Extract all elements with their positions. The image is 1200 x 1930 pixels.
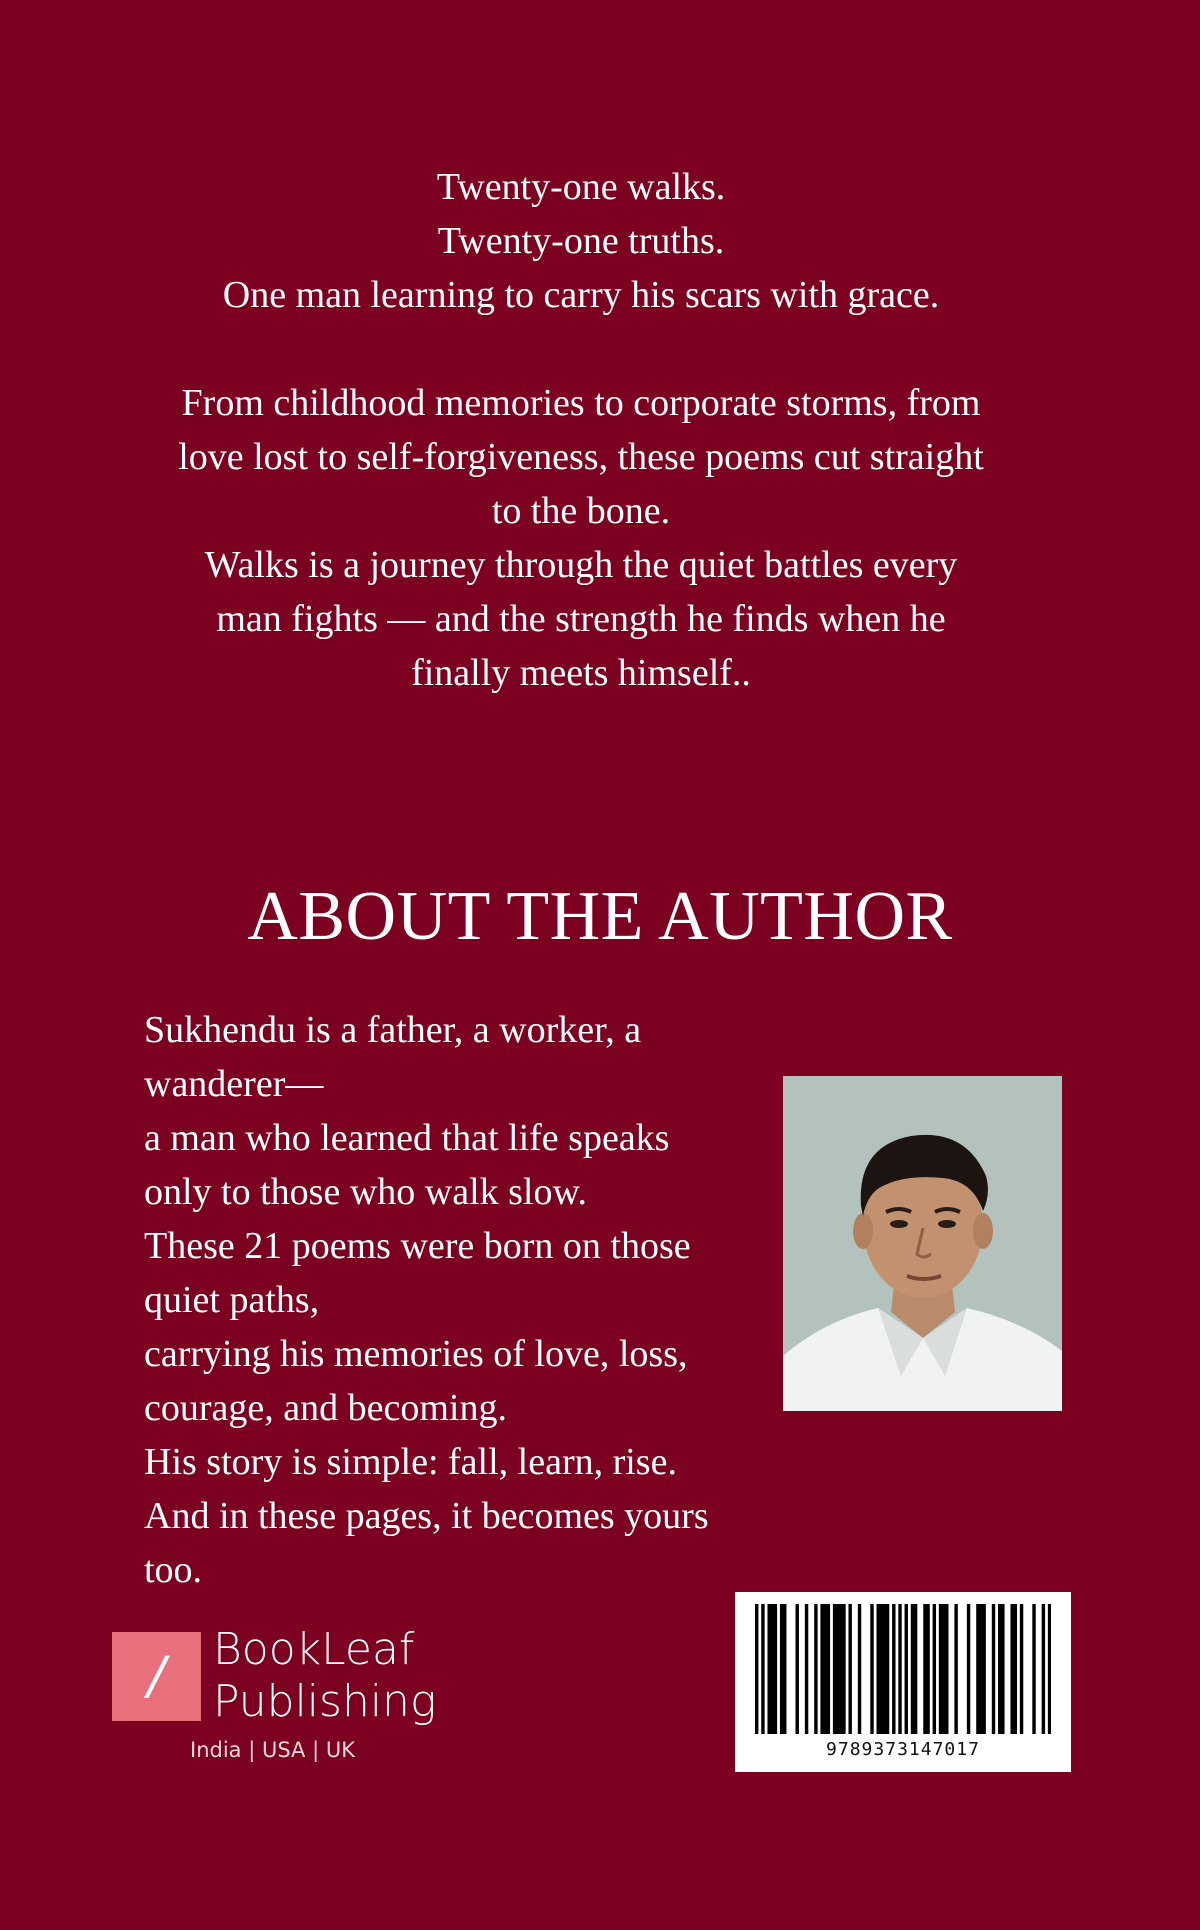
blurb-line: From childhood memories to corporate storms, from — [181, 382, 981, 424]
bio-line: And in these pages, it becomes yours — [144, 1495, 709, 1537]
barcode-bar — [880, 1604, 883, 1734]
barcode-bar — [939, 1604, 942, 1734]
barcode-bar — [877, 1604, 880, 1734]
isbn-barcode — [735, 1592, 1071, 1772]
barcode-bar — [755, 1604, 758, 1734]
barcode-bar — [780, 1604, 783, 1734]
barcode-bar — [992, 1604, 995, 1734]
barcode-bar — [824, 1604, 827, 1734]
barcode-bar — [898, 1604, 901, 1734]
blurb-line: finally meets himself.. — [411, 652, 751, 694]
barcode-bar — [945, 1604, 948, 1734]
barcode-bar — [774, 1604, 777, 1734]
blurb-line: Twenty-one walks. — [436, 166, 726, 208]
bio-line: wanderer— — [144, 1063, 324, 1105]
barcode-bar — [1010, 1604, 1013, 1734]
author-bio — [144, 1003, 774, 1597]
barcode-bar — [771, 1604, 774, 1734]
bio-line: too. — [144, 1549, 203, 1591]
barcode-bar — [820, 1604, 823, 1734]
bio-line: carrying his memories of love, loss, — [144, 1333, 688, 1375]
about-author-heading: ABOUT THE AUTHOR — [247, 878, 953, 955]
barcode-bar — [783, 1604, 786, 1734]
barcode-bar — [1032, 1604, 1035, 1734]
barcode-bar — [923, 1604, 926, 1734]
publisher-regions: India | USA | UK — [190, 1738, 355, 1762]
barcode-bar — [886, 1604, 889, 1734]
bio-line: Sukhendu is a father, a worker, a — [144, 1009, 642, 1051]
barcode-bar — [848, 1604, 851, 1734]
logo-slash: / — [147, 1646, 166, 1706]
barcode-bar — [805, 1604, 808, 1734]
barcode-bar — [870, 1604, 873, 1734]
publisher-name-line1: BookLeaf — [213, 1624, 415, 1675]
barcode-bar — [905, 1604, 908, 1734]
barcode-bar — [839, 1604, 842, 1734]
barcode-bar — [796, 1604, 799, 1734]
barcode-bars — [755, 1604, 1051, 1734]
barcode-bar — [892, 1604, 895, 1734]
bio-line: a man who learned that life speaks — [144, 1117, 670, 1159]
barcode-bar — [942, 1604, 945, 1734]
barcode-bar — [858, 1604, 861, 1734]
barcode-bar — [998, 1604, 1001, 1734]
barcode-bar — [1042, 1604, 1045, 1734]
publisher-name-line2: Publishing — [213, 1676, 437, 1727]
author-photo — [783, 1076, 1062, 1411]
barcode-bar — [967, 1604, 970, 1734]
blurb-line: man fights — and the strength he finds when he — [216, 598, 946, 640]
bio-line: His story is simple: fall, learn, rise. — [144, 1441, 677, 1483]
barcode-bar — [1014, 1604, 1017, 1734]
barcode-bar — [883, 1604, 886, 1734]
barcode-bar — [827, 1604, 830, 1734]
barcode-bar — [833, 1604, 836, 1734]
barcode-bar — [1001, 1604, 1004, 1734]
barcode-bar — [926, 1604, 929, 1734]
blurb-line: One man learning to carry his scars with grace. — [222, 274, 940, 316]
barcode-bar — [814, 1604, 817, 1734]
barcode-bar — [1048, 1604, 1051, 1734]
barcode-bar — [979, 1604, 982, 1734]
blurb-line: Twenty-one truths. — [437, 220, 725, 262]
barcode-bar — [911, 1604, 914, 1734]
barcode-bar — [954, 1604, 957, 1734]
barcode-bar — [933, 1604, 936, 1734]
bio-line: only to those who walk slow. — [144, 1171, 587, 1213]
barcode-bar — [976, 1604, 979, 1734]
bio-line: These 21 poems were born on those — [144, 1225, 691, 1267]
barcode-bar — [836, 1604, 839, 1734]
barcode-bar — [842, 1604, 845, 1734]
barcode-bar — [761, 1604, 764, 1734]
barcode-bar — [767, 1604, 770, 1734]
bio-line: courage, and becoming. — [144, 1387, 507, 1429]
barcode-bar — [914, 1604, 917, 1734]
bookleaf-logo-icon — [112, 1632, 201, 1721]
blurb — [120, 160, 1042, 700]
bio-line: quiet paths, — [144, 1279, 320, 1321]
isbn-number: 9789373147017 — [826, 1739, 980, 1760]
barcode-bar — [982, 1604, 985, 1734]
blurb-line: to the bone. — [491, 490, 671, 532]
publisher-name — [213, 1624, 436, 1728]
blurb-line: love lost to self-forgiveness, these poems cut straight — [178, 436, 984, 478]
blurb-line: Walks is a journey through the quiet battles every — [204, 544, 958, 586]
barcode-bar — [1020, 1604, 1023, 1734]
